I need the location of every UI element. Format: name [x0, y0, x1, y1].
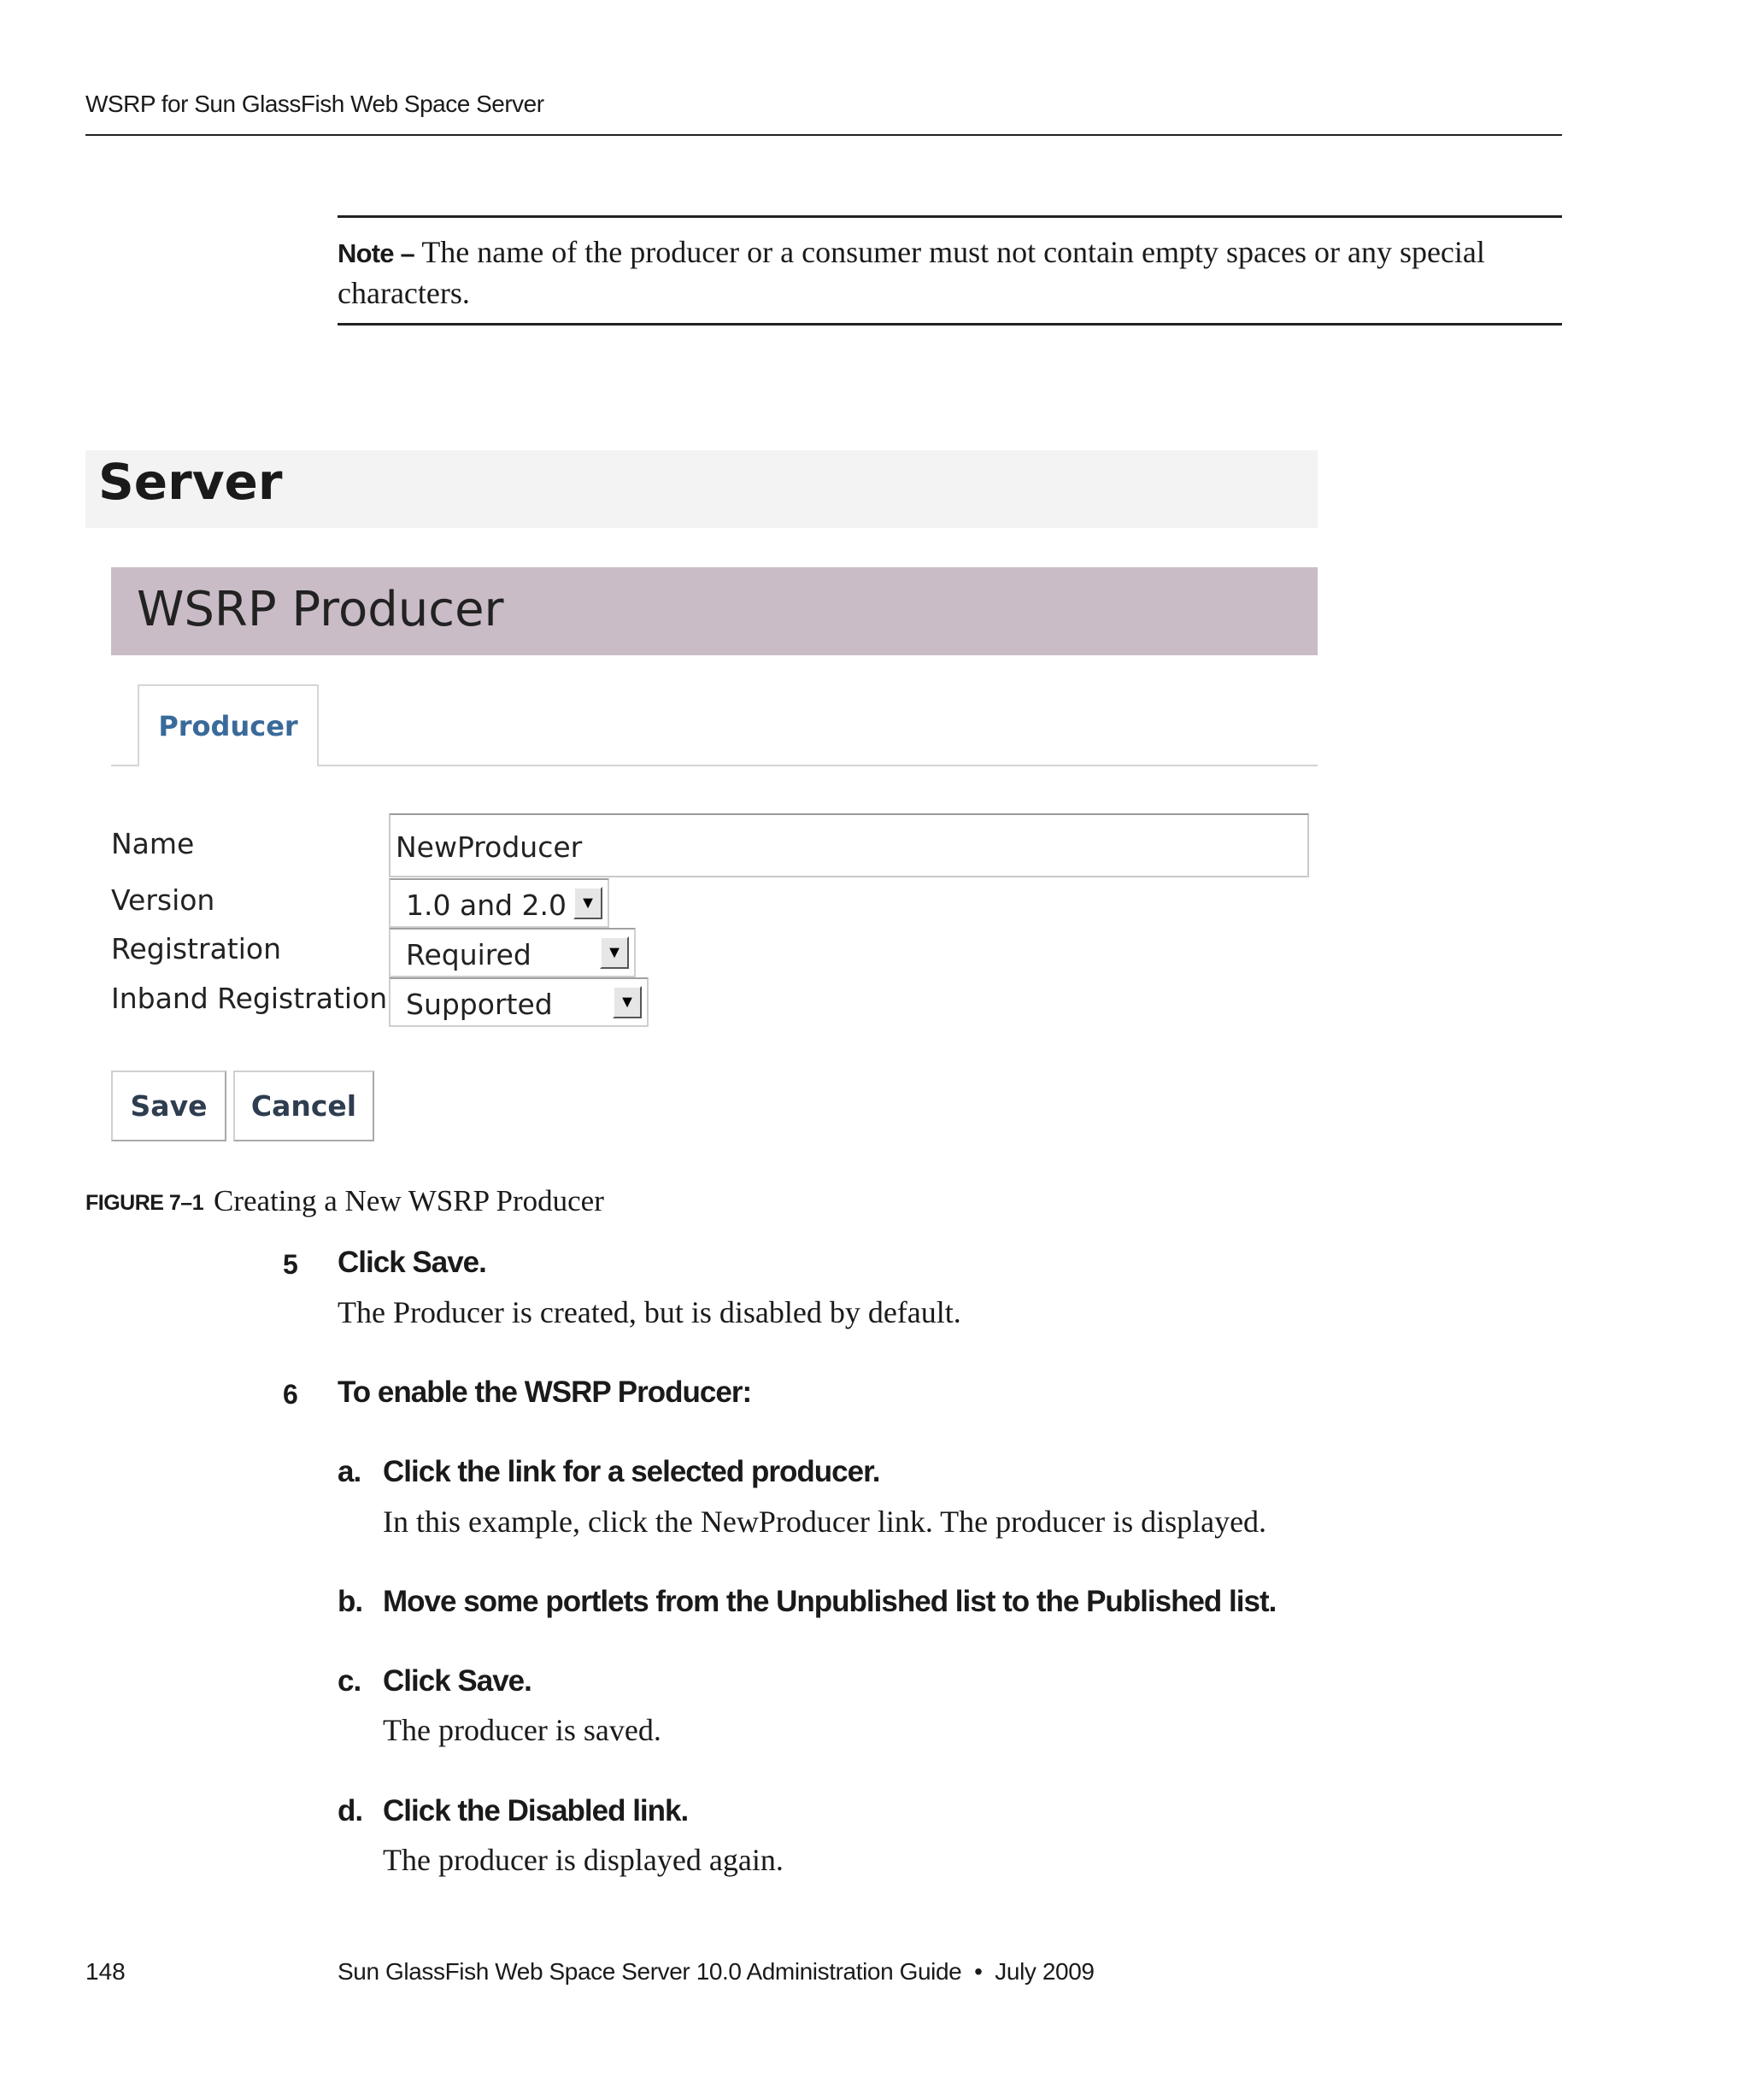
substep-text: The producer is saved. — [383, 1713, 661, 1747]
cancel-button[interactable]: Cancel — [233, 1071, 374, 1141]
page-number: 148 — [85, 1958, 126, 1985]
registration-label: Registration — [111, 932, 281, 965]
version-label: Version — [111, 883, 215, 917]
footer-date: July 2009 — [995, 1958, 1095, 1985]
running-header: WSRP for Sun GlassFish Web Space Server — [85, 91, 544, 117]
step-text: The Producer is created, but is disabled by default. — [338, 1295, 961, 1329]
step-heading: To enable the WSRP Producer: — [338, 1376, 752, 1409]
note-top-rule — [338, 215, 1562, 218]
name-input[interactable] — [389, 813, 1309, 877]
tab-producer[interactable] — [138, 684, 319, 766]
tab-producer-label: Producer — [158, 710, 298, 742]
substep-heading: Click the link for a selected producer. — [383, 1455, 880, 1488]
substep-letter: a. — [338, 1455, 361, 1488]
substep-letter: b. — [338, 1585, 363, 1618]
inband-registration-select[interactable] — [389, 977, 649, 1027]
substep-heading: Move some portlets from the Unpublished list to the Published list. — [383, 1585, 1277, 1618]
note — [338, 232, 1562, 313]
figure-label: FIGURE 7–1 — [85, 1191, 204, 1215]
step-heading: Click Save. — [338, 1246, 486, 1279]
save-button[interactable]: Save — [111, 1071, 226, 1141]
version-select[interactable] — [389, 878, 609, 928]
substep-heading: Click the Disabled link. — [383, 1794, 689, 1827]
substep-heading: Click Save. — [383, 1664, 531, 1698]
registration-select[interactable] — [389, 928, 636, 977]
inband-registration-select-value: Supported — [406, 988, 553, 1021]
step-number: 5 — [283, 1249, 298, 1280]
inband-registration-label: Inband Registration — [111, 982, 388, 1015]
substep-letter: c. — [338, 1664, 361, 1698]
step-number: 6 — [283, 1379, 298, 1410]
version-select-value: 1.0 and 2.0 — [406, 889, 567, 922]
footer-separator: • — [974, 1958, 983, 1985]
note-bottom-rule — [338, 323, 1562, 326]
chevron-down-icon[interactable]: ▼ — [600, 936, 629, 969]
server-title: Server — [98, 453, 283, 511]
name-input-value: NewProducer — [396, 830, 583, 864]
note-text: The name of the producer or a consumer must not contain empty spaces or any special characters. — [338, 235, 1485, 310]
figure-title: Creating a New WSRP Producer — [214, 1184, 604, 1217]
footer-book-title: Sun GlassFish Web Space Server 10.0 Administration Guide — [338, 1958, 962, 1985]
substep-text: The producer is displayed again. — [383, 1843, 784, 1877]
substep-text: In this example, click the NewProducer link. The producer is displayed. — [383, 1505, 1267, 1539]
footer-book-info — [338, 1958, 1095, 1986]
chevron-down-icon[interactable]: ▼ — [613, 986, 642, 1018]
name-label: Name — [111, 827, 195, 860]
registration-select-value: Required — [406, 938, 531, 971]
note-label: Note – — [338, 238, 414, 268]
substep-letter: d. — [338, 1794, 363, 1827]
banner-title: WSRP Producer — [137, 582, 504, 637]
header-rule — [85, 134, 1562, 136]
chevron-down-icon[interactable]: ▼ — [573, 887, 602, 919]
